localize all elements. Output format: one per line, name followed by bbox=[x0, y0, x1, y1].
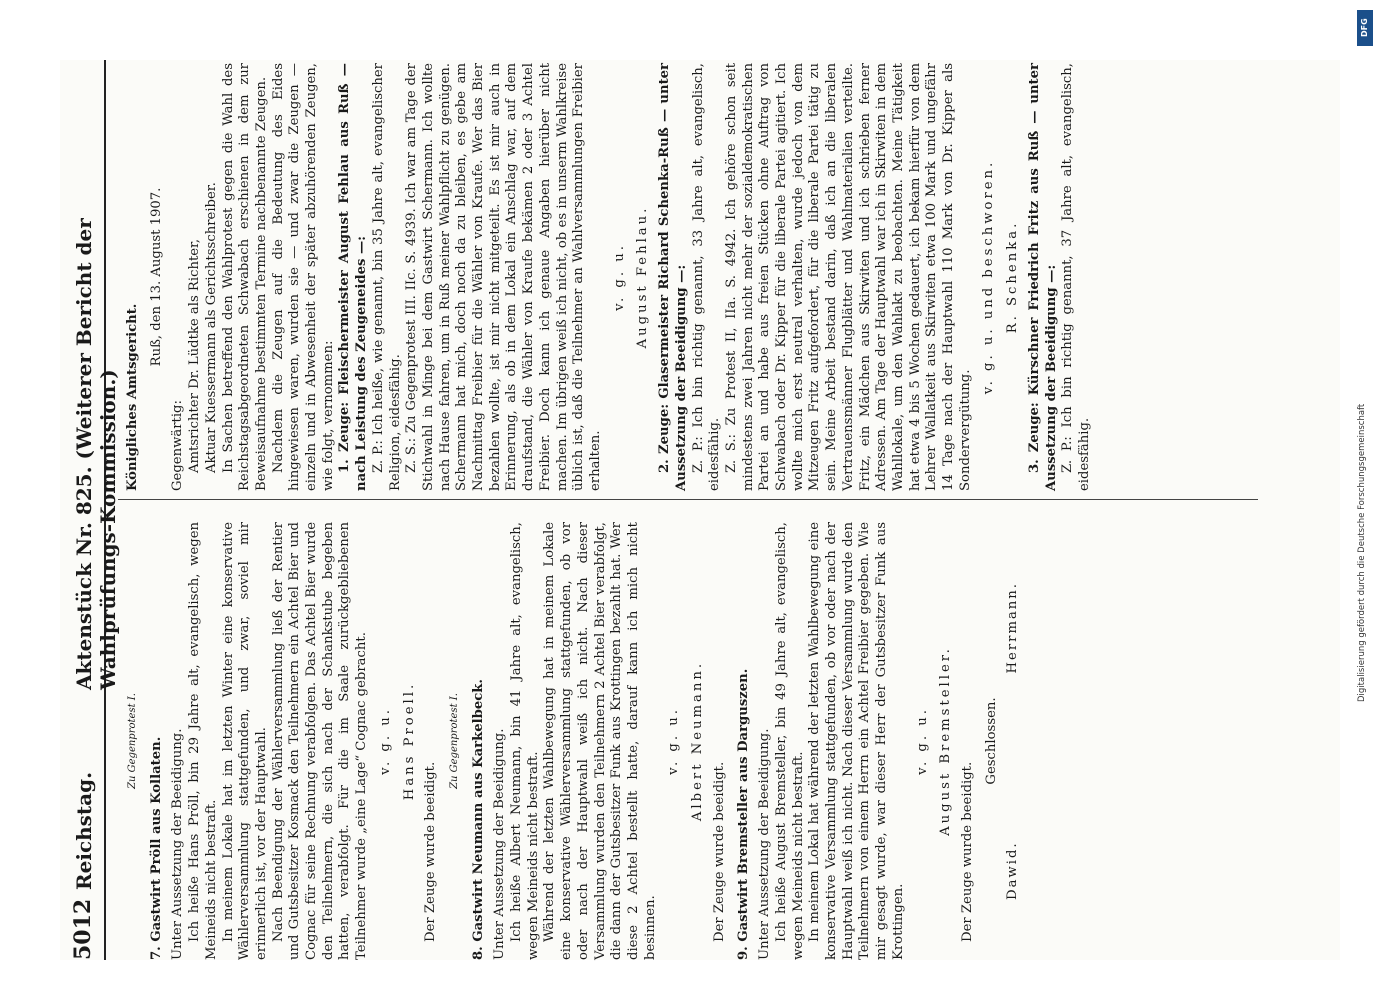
paragraph: August Fehlau. bbox=[635, 205, 651, 349]
paragraph: 2. Zeuge: Glasermeister Richard Schenka-Ruß — unter Aussetzung der Beeidigung —: bbox=[657, 63, 689, 491]
paragraph: Hans Proell. bbox=[401, 681, 417, 801]
paragraph: v. g. u. und beschworen. bbox=[981, 159, 997, 395]
paragraph: Nach Beendigung der Wählerversammlung ließ der Rentier und Gutsbesitzer Kosmack den Teilnehmern ein Achtel Bier und Cognac für seine Rechnung verabfolgen. Das Achtel Bier wurde den Teilnehmern, die sich nach der Schankstube begeben hatten, verabfolgt. Für die im Saale zurückgebliebenen Teilnehmer wurde „eine Lage“ Cognac gebracht. bbox=[270, 522, 370, 960]
paragraph: v. g. u. bbox=[666, 707, 682, 775]
dfg-logo: DFG bbox=[1357, 10, 1373, 46]
paragraph: Z. P.: Ich heiße, wie genannt, bin 35 Jahre alt, evangelischer Religion, eidesfähig. bbox=[370, 63, 403, 491]
paragraph: Unter Aussetzung der Beeidigung. bbox=[757, 728, 773, 960]
page-header bbox=[68, 60, 120, 960]
paragraph: Zu Gegenprotest I. bbox=[127, 693, 138, 789]
header-title bbox=[72, 60, 120, 690]
header-middle: Aktenstück Nr. 825. bbox=[72, 466, 96, 690]
header-right: (Weiterer Bericht der Wahlprüfungs-Kommission.) bbox=[72, 218, 120, 690]
paragraph: Der Zeuge wurde beeidigt. bbox=[959, 761, 975, 942]
dfg-sidebar bbox=[1355, 6, 1375, 996]
paragraph: Nachdem die Zeugen auf die Bedeutung des Eides hingewiesen waren, wurden sie — und zwar die Zeugen — einzeln und in Abwesenheit der später abzuhörenden Zeugen, wie folgt, vernommen: bbox=[270, 63, 336, 491]
paragraph: Z. P.: Ich bin richtig genannt, 37 Jahre alt, evangelisch, eidesfähig. bbox=[1060, 63, 1092, 491]
paragraph: Ich heiße Hans Pröll, bin 29 Jahre alt, evangelisch, wegen Meineids nicht bestraft. bbox=[187, 522, 219, 960]
page-number: 5012 bbox=[70, 898, 96, 960]
paragraph: 7. Gastwirt Pröll aus Kollaten. bbox=[148, 736, 164, 960]
signature-row bbox=[1005, 522, 1022, 960]
paragraph: Gegenwärtig: bbox=[170, 400, 186, 491]
paragraph: 9. Gastwirt Bremsteller aus Darguszen. bbox=[735, 668, 751, 960]
header-left: Reichstag. bbox=[72, 771, 96, 890]
paragraph: Ich heiße Albert Neumann, bin 41 Jahre alt, evangelisch, wegen Meineids nicht bestraft. bbox=[509, 522, 541, 960]
dfg-funding-note: Digitalisierung gefördert durch die Deutsche Forschungsgemeinschaft bbox=[1357, 403, 1367, 702]
paragraph: Z. S.: Zu Gegenprotest III. IIc. S. 4939. Ich war am Tage der Stichwahl in Minge bei dem Gastwirt Schermann. Ich wollte nach Hause fahren, um in Ruß meiner Wahlpflicht zu genügen. Schermann hat mich, doch noch da zu bleiben, es gebe am Nachmittag Freibier für die Wähler von Kraufe. Wer das Bier bezahlen wollte, ist mir nicht mitgeteilt. Es ist mir auch in Erinnerung, als ob in dem Lokal ein Anschlag war, auf dem draufstand, die Wähler von Kraufe bekämen 2 oder 3 Achtel Freibier. Doch kann ich genaue Angaben hierüber nicht machen. Im übrigen weiß ich nicht, ob es in unserm Wahlkreise üblich ist, daß die Teilnehmer an Wahlversammlungen Freibier erhalten. bbox=[404, 63, 603, 491]
paragraph: Der Zeuge wurde beeidigt. bbox=[711, 761, 727, 942]
paragraph: Zu Gegenprotest I. bbox=[448, 693, 460, 789]
paragraph: In meinem Lokal hat während der letzten Wahlbewegung eine konservative Versammlung stattgefunden, ob vor oder nach der Hauptwahl weiß ich nicht. Nach dieser Versammlung wurde den Teilnehmern von einem Herrn ein Achtel Freibier gegeben. Wie mir gesagt wurde, war dieser Herr der Gutsbesitzer Funk aus Krottingen. bbox=[807, 522, 906, 960]
paragraph: Ich heiße August Bremsteller, bin 49 Jahre alt, evangelisch, wegen Meineids nicht bestraft. bbox=[773, 522, 806, 960]
paragraph: In Sachen betreffend den Wahlprotest gegen die Wahl des Reichstagsabgeordneten Schwabach erschienen in dem zur Beweisaufnahme bestimmten Termine nachbenannte Zeugen. bbox=[220, 63, 269, 491]
left-column bbox=[118, 522, 1022, 960]
signature-right: Herrmann. bbox=[1005, 582, 1021, 674]
paragraph: v. g. u. bbox=[914, 707, 930, 775]
paragraph: Z. S.: Zu Protest II, IIa. S. 4942. Ich gehöre schon seit mindestens zwei Jahren nicht mehr der sozialdemokratischen Partei an und habe aus freien Stücken ohne Auftrag von Schwabach oder Dr. Kipper für die liberale Partei agitiert. Ich wollte mich erst neutral verhalten, wurde jedoch von dem Mitzeugen Fritz aufgefordert, für die liberale Partei tätig zu sein. Meine Arbeit bestand darin, daß ich an die liberalen Vertrauensmänner Flugblätter und Wahlmaterialien verteilte. Fritz, ein Mädchen aus Skirwiten und ich schrieben ferner Adressen. Am Tage der Hauptwahl war ich in Skirwiten in dem Wahllokale, um den Wahlakt zu beobachten. Meine Tätigkeit hat etwa 4 bis 5 Wochen gedauert, ich bekam hierfür von dem Lehrer Wallatkeit aus Skirwiten etwa 100 Mark und ungefähr 14 Tage nach der Hauptwahl 110 Mark von Dr. Kipper als Sondervergütung. bbox=[723, 63, 973, 491]
paragraph: Amtsrichter Dr. Lüdtke als Richter, bbox=[187, 238, 203, 473]
paragraph: Geschlossen. bbox=[983, 697, 999, 785]
paragraph: Königliches Amtsgericht. bbox=[125, 303, 140, 491]
paragraph: Der Zeuge wurde beeidigt. bbox=[423, 761, 439, 942]
paragraph: Ruß, den 13. August 1907. bbox=[148, 187, 164, 367]
paragraph: Unter Aussetzung der Beeidigung. bbox=[170, 728, 186, 960]
paragraph: In meinem Lokale hat im letzten Winter eine konservative Wählerversammlung stattgefunden, und zwar, soviel mir erinnerlich ist, vor der Hauptwahl. bbox=[220, 522, 269, 960]
paragraph: 1. Zeuge: Fleischermeister August Fehlau aus Ruß — nach Leistung des Zeugeneides —: bbox=[337, 63, 370, 491]
paragraph: Z. P.: Ich bin richtig genannt, 33 Jahre alt, evangelisch, eidesfähig. bbox=[690, 63, 723, 491]
paragraph: Während der letzten Wahlbewegung hat in meinem Lokale eine konservative Wählerversammlung stattgefunden, ob vor oder nach der Hauptwahl weiß ich nicht. Nach dieser Versammlung wurden den Teilnehmern 2 Achtel Bier verabfolgt, die dann der Gutsbesitzer Funk aus Krottingen bezahlt hat. Wer diese 2 Achtel bestellt hatte, darauf kann ich mich nicht besinnen. bbox=[542, 522, 658, 960]
paragraph: R. Schenka. bbox=[1005, 220, 1021, 334]
right-column bbox=[118, 63, 1258, 500]
paragraph: Unter Aussetzung der Beeidigung. bbox=[492, 728, 508, 960]
paragraph: v. g. u. bbox=[611, 243, 627, 311]
signature-left: Dawid. bbox=[1005, 841, 1021, 900]
paragraph: Aktuar Kuessermann als Gerichtsschreiber. bbox=[203, 182, 219, 473]
paragraph: August Bremsteller. bbox=[938, 646, 954, 836]
paragraph: 8. Gastwirt Neumann aus Karkelbeck. bbox=[470, 679, 486, 960]
paragraph: Albert Neumann. bbox=[690, 660, 706, 822]
paragraph: 3. Zeuge: Kürschner Friedrich Fritz aus Ruß — unter Aussetzung der Beeidigung —: bbox=[1026, 63, 1059, 491]
paragraph: v. g. u. bbox=[377, 707, 393, 775]
